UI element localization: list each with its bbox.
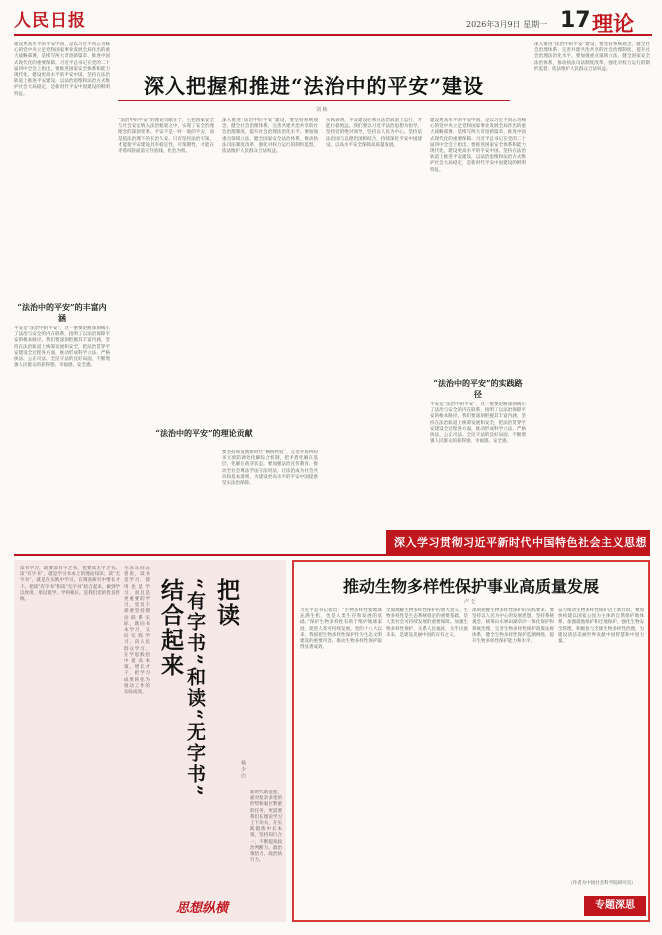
page-number: 17 [560, 8, 591, 33]
lead-body-column-3: 深入推进“法治中的平安”建设，要坚持系统观念，健全社会治理体系，完善共建共治共享的社会治理制度，提升社会治理法治化水平。要加强重点领域立法，健全国家安全法治体系，推动执法司法制度改革，强化对权力运行的制约监督，依法维护人民群众合法权益。 [222, 118, 318, 155]
lead-body-column-2: “法治中的平安”的理论贡献在于，它把国家安全与社会安定纳入法治框架之中，实现了安全治理理念的深刻变革。平安不是一时一地的平安，而是依法治理下的长治久安。只有坚持法治引领，才能使平安建设具有稳定性、可预期性，才能在矛盾风险面前守住底线、化危为机。 [118, 118, 214, 155]
section-title: 理论 [592, 11, 634, 36]
lead-body-column-6: 深入推进“法治中的平安”建设，要坚持系统观念，健全社会治理体系，完善共建共治共享的社会治理制度，提升社会治理法治化水平。要加强重点领域立法，健全国家安全法治体系，推动执法司法制度改革，强化对权力运行的制约监督，依法维护人民群众合法权益。 [534, 42, 650, 72]
column-body-1: 读书学习，既要读有字之书，也要读无字之书。读“有字书”，就是学习书本上的理论知识；读“无字书”，就是在实践中学习，在调查研究中增长才干。把读“有字书”和读“无字书”结合起来，做到学以致用、用以促学、学用相长，是我们党的优良传统。 [20, 566, 120, 603]
column-title-line-3: 结合起来 [157, 578, 184, 678]
column-author: 杨 少 白 [240, 760, 246, 779]
column-title-line-2: “有字书”和读“无字书” [184, 578, 206, 798]
feature-body-1: 习近平总书记指出：“生物多样性使地球充满生机，也是人类生存和发展的基础。”保护生物多样性有助于维护地球家园，促进人类可持续发展。党的十八大以来，我国把生物多样性保护作为生态文明建设的重要内容，推动生物多样性保护取得显著成效。 [300, 608, 382, 651]
lead-body-column-3b: 要坚持和发展新时代“枫桥经验”，完善矛盾纠纷多元预防调处化解综合机制，把矛盾化解在基层、化解在萌芽状态。要加强法治宣传教育，推动全社会尊法学法守法用法，让法治成为社会共识和基本准则，为建设更高水平的平安中国提供坚实法治保障。 [222, 450, 318, 487]
feature-byline: 卢 仑 [464, 599, 476, 605]
theme-banner: 深入学习贯彻习近平新时代中国特色社会主义思想 [386, 530, 650, 556]
column-body-3: 新时代新征程，面对复杂多变的形势和艰巨繁重的任务，更需要我们在理论学习上下功夫，在实践锻炼中长本领，坚持知行合一，不断提高政治判断力、政治领悟力、政治执行力。 [250, 790, 282, 864]
subhead-2: “法治中的平安”的理论贡献 [155, 428, 253, 438]
feature-footnote: （作者为中国社会科学院研究员） [568, 881, 636, 886]
subhead-1: “法治中的平安”的丰富内涵 [17, 302, 107, 323]
feature-tag: 专题深思 [584, 896, 646, 916]
feature-body-3: 深刻把握生物多样性保护的实践要求。要坚持以人民为中心的发展思想，坚持系统观念，统筹山水林田湖草沙一体化保护和系统治理，完善生物多样性保护政策法规体系，健全生物多样性保护监测网络，提升生物多样性保护能力和水平。 [472, 608, 554, 645]
issue-date: 2026年3月9日 星期一 [466, 20, 548, 29]
feature-body-4: 奋力推动生物多样性保护迈上新台阶。要加快构建以国家公园为主体的自然保护地体系，加强就地保护和迁地保护，强化生物安全管理，积极参与全球生物多样性治理，为建设清洁美丽世界贡献中国智慧和中国力量。 [558, 608, 644, 645]
subhead-3: “法治中的平安”的实践路径 [433, 378, 523, 399]
newspaper-logo: 人民日报 [14, 11, 86, 31]
masthead [14, 6, 652, 36]
column-title-line-1: 把读 [213, 578, 240, 628]
feature-headline: 推动生物多样性保护事业高质量发展 [342, 577, 599, 596]
lead-body-column-5b: 平安是“法治中的平安”，这一重要论断深刻揭示了法治与安全的内在联系，指明了以法治保障平安的根本路径。我们要深刻把握其丰富内涵，坚持在法治轨道上统筹发展和安全，把法治贯穿平安建设全过程各方面，推动形成科学立法、严格执法、公正司法、全民守法的良好局面，不断增强人民群众的获得感、幸福感、安全感。 [430, 402, 526, 445]
column-body-2: 毛泽东同志曾说，读书是学习，使用也是学习，而且是更重要的学习。党员干部要坚持理论联系实际，既向书本学习，又向实践学习、向人民群众学习，在学思践悟中提高本领、增长才干，把学习成果转化为推动工作的实际成效。 [124, 566, 150, 696]
lead-headline: 深入把握和推进“法治中的平安”建设 [143, 74, 484, 98]
column-tag: 思想纵横 [176, 901, 229, 916]
lead-body-column-4: 实践表明，平安建设必须在法治轨道上运行，才能行稳致远。我们要以习近平法治思想为指导，坚持党的绝对领导，坚持以人民为中心，坚持依法治国与以德治国相结合，持续深化平安中国建设，以高水平安全保障高质量发展。 [326, 118, 422, 148]
lead-body-column-1b: 平安是“法治中的平安”，这一重要论断深刻揭示了法治与安全的内在联系，指明了以法治保障平安的根本路径。我们要深刻把握其丰富内涵，坚持在法治轨道上统筹发展和安全，把法治贯穿平安建设全过程各方面，推动形成科学立法、严格执法、公正司法、全民守法的良好局面，不断增强人民群众的获得感、幸福感、安全感。 [14, 326, 110, 369]
lead-byline: 刘 栋 [316, 107, 328, 113]
lead-body-column-1: 建设更高水平的平安中国，是以习近平同志为核心的党中央立足党和国家事业发展全局作出的重大战略部署，是续写两大奇迹新篇章、推进中国式现代化的重要保障。习近平总书记在党的二十届四中全会上指出，要推进国家安全体系和能力现代化，建设更高水平的平安中国。坚持在法治轨道上推进平安建设，以法治思维和法治方式维护社会大局稳定，是新时代平安中国建设的鲜明特征。 [14, 42, 110, 97]
lead-body-column-5: 建设更高水平的平安中国，是以习近平同志为核心的党中央立足党和国家事业发展全局作出的重大战略部署，是续写两大奇迹新篇章、推进中国式现代化的重要保障。习近平总书记在党的二十届四中全会上指出，要推进国家安全体系和能力现代化，建设更高水平的平安中国。坚持在法治轨道上推进平安建设，以法治思维和法治方式维护社会大局稳定，是新时代平安中国建设的鲜明特征。 [430, 118, 526, 173]
feature-body-2: 全面理解生物多样性保护的重大意义。生物多样性是生态系统稳定的重要基础，是人类社会可持续发展的重要保障。加强生物多样性保护，关系人民福祉，关乎民族未来，是建设美丽中国的应有之义。 [386, 608, 468, 638]
